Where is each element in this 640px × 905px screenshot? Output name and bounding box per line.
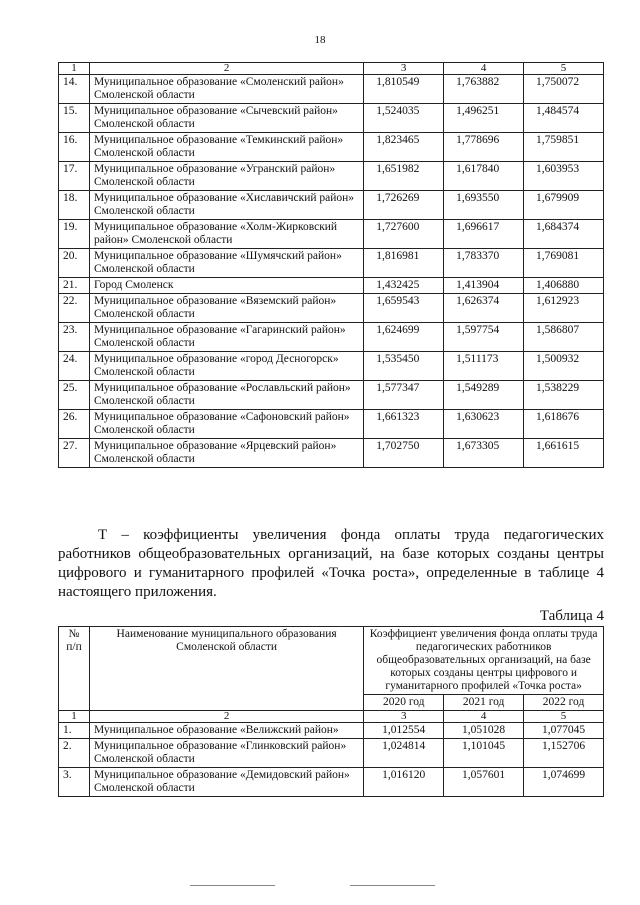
table-caption: Таблица 4 [539, 608, 604, 624]
table1-value-year-2: 1,763882 [444, 75, 524, 104]
table1-header-cell: 4 [444, 63, 524, 75]
table1-value-year-2: 1,617840 [444, 162, 524, 191]
table1-value-year-2: 1,783370 [444, 249, 524, 278]
table1-row [59, 75, 604, 104]
table1-value-year-2: 1,693550 [444, 191, 524, 220]
table1-row [59, 104, 604, 133]
table2-col-coefficient-header: Коэффициент увеличения фонда оплаты труда педагогических работников общеобразовательных организаций, на базе которых созданы центры цифрового и гуманитарного профилей «Точка роста» [364, 627, 604, 695]
table2-municipality-name: Муниципальное образование «Демидовский район» Смоленской области [89, 768, 363, 797]
table1-value-year-1: 1,651982 [364, 162, 444, 191]
table2-index-cell: 1 [59, 711, 90, 723]
table2-row-number: 2. [59, 739, 90, 768]
table1-value-year-1: 1,535450 [364, 352, 444, 381]
table2-index-cell: 4 [444, 711, 524, 723]
table1-value-year-2: 1,496251 [444, 104, 524, 133]
table1-value-year-3: 1,684374 [524, 220, 604, 249]
table2-header-row [59, 627, 604, 695]
table2-row-number: 3. [59, 768, 90, 797]
table2-municipality-name: Муниципальное образование «Велижский район» [89, 723, 363, 739]
table1-row-number: 26. [59, 410, 90, 439]
table1-value-year-2: 1,778696 [444, 133, 524, 162]
table1-value-year-1: 1,823465 [364, 133, 444, 162]
table1-row [59, 162, 604, 191]
table1-row [59, 352, 604, 381]
table2-value-year-3: 1,074699 [524, 768, 604, 797]
table2-value-year-3: 1,152706 [524, 739, 604, 768]
table1-row [59, 439, 604, 468]
table2-value-year-3: 1,077045 [524, 723, 604, 739]
coefficient-description: Т – коэффициенты увеличения фонда оплаты труда педагогических работников общеобразовательных организаций, на базе которых созданы центры цифрового и гуманитарного профилей «Точка роста», определенные в таблице 4 настоящего приложения. [58, 527, 604, 600]
table1-row [59, 133, 604, 162]
table1-row-number: 16. [59, 133, 90, 162]
table1-row-number: 24. [59, 352, 90, 381]
table1-municipality-name: Муниципальное образование «Сафоновский район» Смоленской области [89, 410, 363, 439]
table1-row-number: 19. [59, 220, 90, 249]
footer-line-left [190, 885, 275, 886]
table1-value-year-2: 1,630623 [444, 410, 524, 439]
table1-value-year-1: 1,432425 [364, 278, 444, 294]
table1-value-year-2: 1,673305 [444, 439, 524, 468]
table1-value-year-3: 1,612923 [524, 294, 604, 323]
table1-value-year-1: 1,624699 [364, 323, 444, 352]
table1-row [59, 410, 604, 439]
table2-value-year-1: 1,016120 [364, 768, 444, 797]
table1-value-year-1: 1,661323 [364, 410, 444, 439]
table1-value-year-2: 1,549289 [444, 381, 524, 410]
table1-value-year-3: 1,484574 [524, 104, 604, 133]
table1-municipality-name: Город Смоленск [89, 278, 363, 294]
table1-value-year-3: 1,500932 [524, 352, 604, 381]
table1-value-year-1: 1,816981 [364, 249, 444, 278]
table1-row-number: 25. [59, 381, 90, 410]
table1-value-year-1: 1,727600 [364, 220, 444, 249]
table1-municipality-name: Муниципальное образование «Хиславичский район» Смоленской области [89, 191, 363, 220]
table1-row [59, 381, 604, 410]
table2-value-year-1: 1,024814 [364, 739, 444, 768]
table2-row [59, 723, 604, 739]
table1-value-year-2: 1,413904 [444, 278, 524, 294]
table1-value-year-3: 1,759851 [524, 133, 604, 162]
table1-value-year-3: 1,406880 [524, 278, 604, 294]
page-number: 18 [314, 34, 326, 46]
table1-value-year-1: 1,659543 [364, 294, 444, 323]
table1-value-year-3: 1,679909 [524, 191, 604, 220]
table2-col-number-header: № п/п [59, 627, 90, 711]
table1-municipality-name: Муниципальное образование «город Десногорск» Смоленской области [89, 352, 363, 381]
coefficients-table-4 [58, 626, 604, 797]
table2-year-header: 2020 год [364, 695, 444, 711]
table1-header-cell: 3 [364, 63, 444, 75]
table1-row-number: 15. [59, 104, 90, 133]
table2-index-cell: 5 [524, 711, 604, 723]
table1-value-year-1: 1,810549 [364, 75, 444, 104]
table2-value-year-2: 1,101045 [444, 739, 524, 768]
table1-value-year-3: 1,538229 [524, 381, 604, 410]
table2-row [59, 768, 604, 797]
table1-row [59, 294, 604, 323]
table1-row-number: 20. [59, 249, 90, 278]
table1-row-number: 22. [59, 294, 90, 323]
table1-value-year-3: 1,661615 [524, 439, 604, 468]
footer-line-right [350, 885, 435, 886]
table2-value-year-1: 1,012554 [364, 723, 444, 739]
table1-row [59, 191, 604, 220]
table1-body [59, 63, 604, 468]
table2-year-header: 2022 год [524, 695, 604, 711]
table1-row [59, 323, 604, 352]
coefficients-table-continued [58, 62, 604, 468]
table1-value-year-1: 1,702750 [364, 439, 444, 468]
table1-municipality-name: Муниципальное образование «Смоленский район» Смоленской области [89, 75, 363, 104]
table1-row-number: 18. [59, 191, 90, 220]
table1-row-number: 21. [59, 278, 90, 294]
table1-value-year-3: 1,750072 [524, 75, 604, 104]
table1-header-cell: 1 [59, 63, 90, 75]
table2-col-name-header: Наименование муниципального образования Смоленской области [89, 627, 363, 711]
table1-value-year-2: 1,597754 [444, 323, 524, 352]
table1-row [59, 249, 604, 278]
table1-value-year-3: 1,769081 [524, 249, 604, 278]
table1-municipality-name: Муниципальное образование «Угранский район» Смоленской области [89, 162, 363, 191]
table1-row-number: 23. [59, 323, 90, 352]
table1-value-year-1: 1,577347 [364, 381, 444, 410]
table1-municipality-name: Муниципальное образование «Шумячский район» Смоленской области [89, 249, 363, 278]
table1-value-year-2: 1,626374 [444, 294, 524, 323]
table1-municipality-name: Муниципальное образование «Холм-Жирковский район» Смоленской области [89, 220, 363, 249]
table2-index-cell: 3 [364, 711, 444, 723]
table2-municipality-name: Муниципальное образование «Глинковский район» Смоленской области [89, 739, 363, 768]
table1-header-row [59, 63, 604, 75]
table1-row-number: 27. [59, 439, 90, 468]
table1-municipality-name: Муниципальное образование «Сычевский район» Смоленской области [89, 104, 363, 133]
table2-value-year-2: 1,051028 [444, 723, 524, 739]
table1-value-year-2: 1,511173 [444, 352, 524, 381]
table1-value-year-3: 1,618676 [524, 410, 604, 439]
table1-municipality-name: Муниципальное образование «Ярцевский район» Смоленской области [89, 439, 363, 468]
table2-row-number: 1. [59, 723, 90, 739]
table2-body [59, 627, 604, 797]
table1-header-cell: 5 [524, 63, 604, 75]
table2-index-row [59, 711, 604, 723]
table1-value-year-3: 1,586807 [524, 323, 604, 352]
table1-value-year-3: 1,603953 [524, 162, 604, 191]
table2-index-cell: 2 [89, 711, 363, 723]
table1-row-number: 17. [59, 162, 90, 191]
table1-municipality-name: Муниципальное образование «Гагаринский район» Смоленской области [89, 323, 363, 352]
table1-value-year-1: 1,524035 [364, 104, 444, 133]
table1-value-year-1: 1,726269 [364, 191, 444, 220]
table1-row [59, 278, 604, 294]
table1-municipality-name: Муниципальное образование «Вяземский район» Смоленской области [89, 294, 363, 323]
table2-year-header: 2021 год [444, 695, 524, 711]
table1-header-cell: 2 [89, 63, 363, 75]
table1-row [59, 220, 604, 249]
table1-row-number: 14. [59, 75, 90, 104]
table1-municipality-name: Муниципальное образование «Рославльский район» Смоленской области [89, 381, 363, 410]
table1-value-year-2: 1,696617 [444, 220, 524, 249]
table2-value-year-2: 1,057601 [444, 768, 524, 797]
table1-municipality-name: Муниципальное образование «Темкинский район» Смоленской области [89, 133, 363, 162]
table2-row [59, 739, 604, 768]
